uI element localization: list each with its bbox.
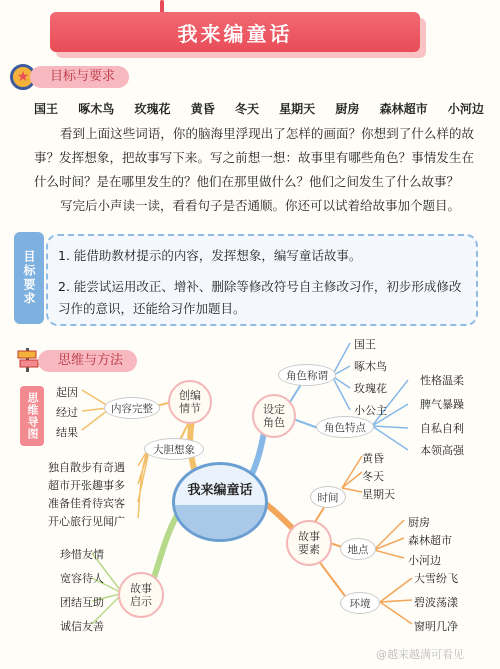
goals-tab: 目标要求 xyxy=(14,232,44,324)
node-role-traits: 角色特点 xyxy=(316,416,374,438)
star-medal-icon: ★ xyxy=(10,64,36,90)
enlighten-item: 珍惜友情 xyxy=(60,548,104,561)
time-item: 冬天 xyxy=(362,470,384,483)
imagine-item: 超市开张趣事多 xyxy=(48,479,125,492)
goal-item: 1. 能借助教材提示的内容，发挥想象，编写童话故事。 xyxy=(58,248,362,263)
section-method-header: 思维与方法 xyxy=(38,350,137,372)
instruction-paragraph: 看到上面这些词语，你的脑海里浮现出了怎样的画面？你想到了什么样的故事？发挥想象，把故事写下来。写之前想一想：故事里有哪些角色？事情发生在什么时间？是在哪里发生的？他们在那里做什么？他们之间发生了什么故事？ xyxy=(34,126,474,189)
role-trait-item: 性格温柔 xyxy=(420,374,464,387)
word-item: 小河边 xyxy=(447,102,484,116)
goal-item: 2. 能尝试运用改正、增补、删除等修改符号自主修改习作，初步形成修改习作的意识，还能给习作加题目。 xyxy=(58,279,462,316)
place-item: 森林超市 xyxy=(408,534,452,547)
word-item: 玫瑰花 xyxy=(134,102,171,116)
word-item: 啄木鸟 xyxy=(78,102,115,116)
word-list xyxy=(34,100,484,117)
word-item: 森林超市 xyxy=(379,102,428,116)
time-item: 星期天 xyxy=(362,488,395,501)
env-item: 大雪纷飞 xyxy=(414,572,458,585)
role-trait-item: 脾气暴躁 xyxy=(420,398,464,411)
center-title: 我来编童话 xyxy=(187,483,253,498)
word-item: 国王 xyxy=(34,102,59,116)
env-item: 碧波荡漾 xyxy=(414,596,458,609)
mindmap-tab: 思维导图 xyxy=(20,386,44,446)
complete-item: 结果 xyxy=(56,426,78,439)
node-complete: 内容完整 xyxy=(104,397,160,419)
node-role-names: 角色称谓 xyxy=(278,364,336,386)
page-title: 我来编童话 xyxy=(177,21,293,46)
role-name-item: 啄木鸟 xyxy=(354,360,387,373)
imagine-item: 开心旅行见闻广 xyxy=(48,515,125,528)
place-item: 厨房 xyxy=(408,516,430,529)
center-scene xyxy=(175,505,265,539)
word-item: 厨房 xyxy=(335,102,360,116)
imagine-item: 准备佳肴待宾客 xyxy=(48,497,125,510)
word-item: 冬天 xyxy=(234,102,259,116)
branch-roles-label: 设定角色 xyxy=(263,403,285,429)
imagine-item: 独自散步有奇遇 xyxy=(48,461,125,474)
word-item: 黄昏 xyxy=(190,102,215,116)
section-goals-header: 目标与要求 xyxy=(30,66,129,88)
word-item: 星期天 xyxy=(279,102,316,116)
node-time: 时间 xyxy=(310,486,346,508)
role-name-item: 玫瑰花 xyxy=(354,382,387,395)
env-item: 窗明几净 xyxy=(414,620,458,633)
complete-item: 起因 xyxy=(56,386,78,399)
role-trait-item: 自私自利 xyxy=(420,422,464,435)
branch-elements-label: 故事要素 xyxy=(298,530,320,556)
place-item: 小河边 xyxy=(408,554,441,567)
instruction-paragraph-2: 写完后小声读一读，看看句子是否通顺。你还可以试着给故事加个题目。 xyxy=(60,198,461,213)
branch-create-plot-label: 创编情节 xyxy=(179,389,201,415)
node-place: 地点 xyxy=(340,538,376,560)
branch-enlighten-label: 故事启示 xyxy=(130,582,152,608)
time-item: 黄昏 xyxy=(362,452,384,465)
node-imagine: 大胆想象 xyxy=(144,438,204,460)
branch-enlighten xyxy=(118,572,164,618)
branch-roles xyxy=(252,394,296,438)
node-env: 环境 xyxy=(340,592,380,614)
branch-create-plot xyxy=(168,380,212,424)
enlighten-item: 宽容待人 xyxy=(60,572,104,585)
role-trait-item: 本领高强 xyxy=(420,444,464,457)
enlighten-item: 诚信友善 xyxy=(60,620,104,633)
role-name-item: 国王 xyxy=(354,338,376,351)
watermark: @越来越满可看见 xyxy=(376,648,464,661)
role-name-item: 小公主 xyxy=(354,404,387,417)
mindmap-center xyxy=(172,462,268,542)
complete-item: 经过 xyxy=(56,406,78,419)
enlighten-item: 团结互助 xyxy=(60,596,104,609)
branch-elements xyxy=(286,520,332,566)
title-banner xyxy=(50,12,420,52)
